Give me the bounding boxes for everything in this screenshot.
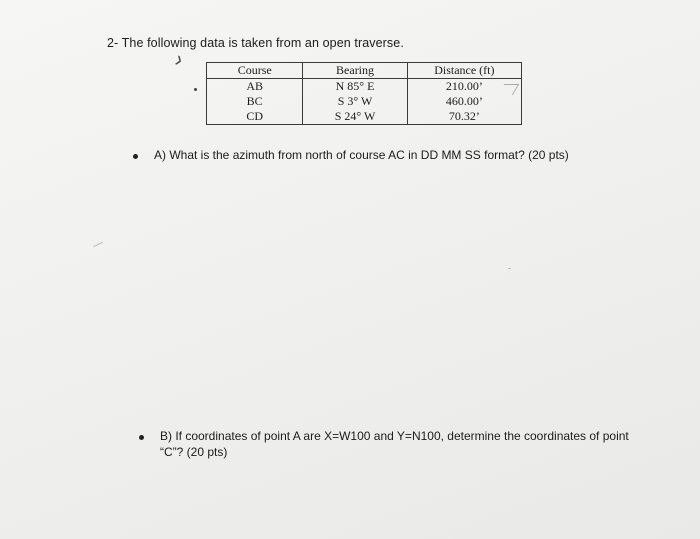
bullet-icon — [133, 154, 138, 159]
header-bearing: Bearing — [303, 63, 407, 79]
pen-mark: ❯ — [173, 54, 185, 67]
cell-course: CD — [207, 109, 303, 125]
traverse-table — [206, 62, 522, 125]
table-row — [207, 79, 522, 95]
cell-distance: 460.00’ — [407, 94, 521, 109]
cell-course: BC — [207, 94, 303, 109]
question-a: A) What is the azimuth from north of course AC in DD MM SS format? (20 pts) — [154, 148, 569, 162]
cell-bearing: S 3° W — [303, 94, 407, 109]
cell-distance: 70.32’ — [407, 109, 521, 125]
stray-mark — [93, 242, 102, 247]
table-row — [207, 109, 522, 125]
question-b: B) If coordinates of point A are X=W100 and Y=N100, determine the coordinates of point “C”? (20 pts) — [160, 429, 629, 459]
stray-mark — [508, 268, 511, 269]
cell-bearing: N 85° E — [303, 79, 407, 95]
table-row — [207, 94, 522, 109]
bullet-icon — [139, 435, 144, 440]
header-distance: Distance (ft) — [407, 63, 521, 79]
cell-distance: 210.00’ — [407, 79, 521, 95]
problem-heading: 2- The following data is taken from an open traverse. — [107, 36, 404, 50]
cell-bearing: S 24° W — [303, 109, 407, 125]
header-course: Course — [207, 63, 303, 79]
stray-dot — [194, 88, 197, 91]
cell-course: AB — [207, 79, 303, 95]
table-header-row — [207, 63, 522, 79]
